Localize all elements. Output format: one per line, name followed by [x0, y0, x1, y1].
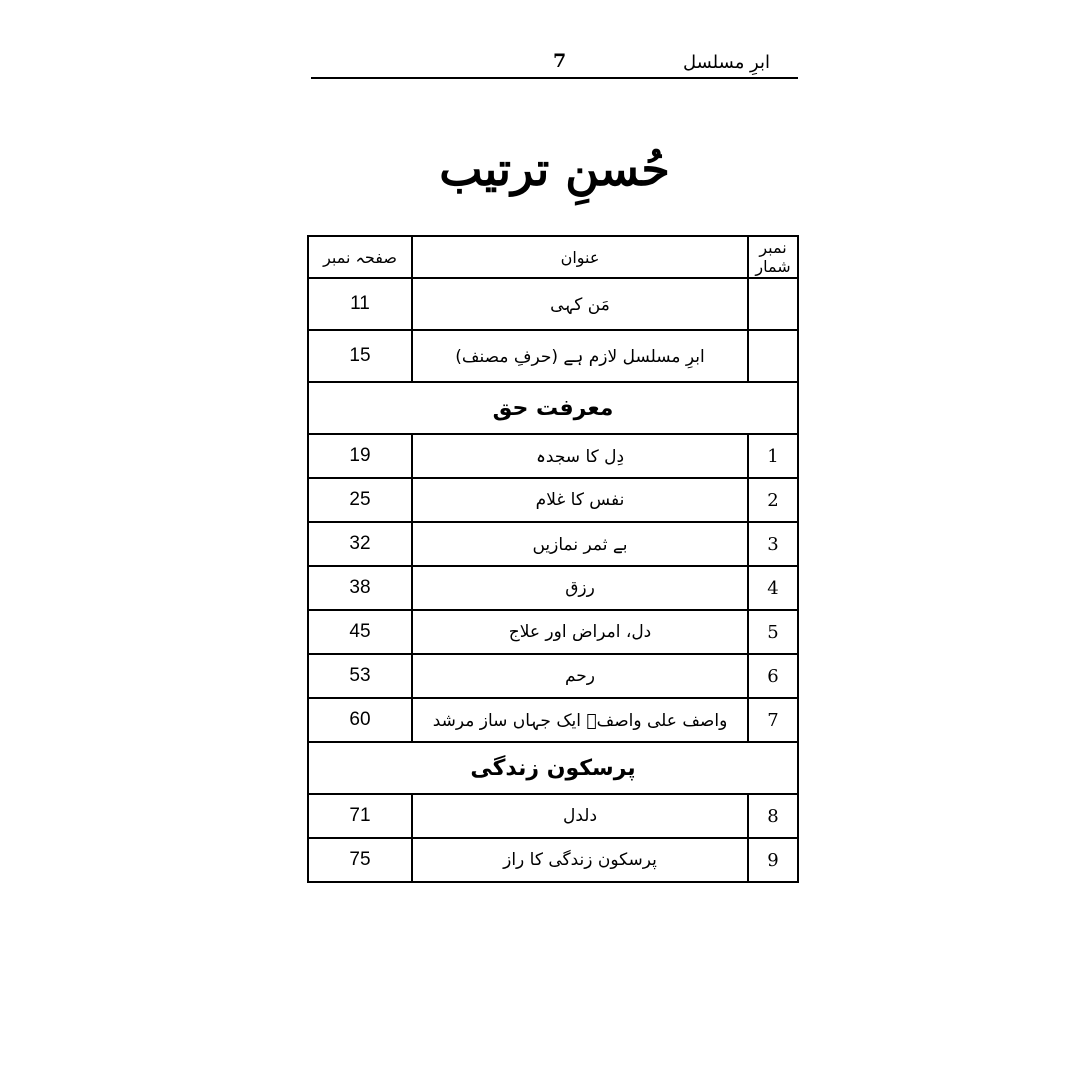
- serial-cell: 3: [748, 522, 798, 566]
- serial-cell: 4: [748, 566, 798, 610]
- section-heading: پرسکون زندگی: [308, 742, 798, 794]
- page-cell: 53: [308, 654, 412, 698]
- page-cell: 25: [308, 478, 412, 522]
- serial-cell: 6: [748, 654, 798, 698]
- section-heading-row: [308, 742, 798, 794]
- page-cell: 75: [308, 838, 412, 882]
- header-serial: نمبر شمار: [748, 236, 798, 278]
- book-title: ابرِ مسلسل: [682, 52, 770, 73]
- title-cell: دلدل: [412, 794, 748, 838]
- table-row: [308, 434, 798, 478]
- title-cell: مَن کہی: [412, 278, 748, 330]
- serial-cell: 8: [748, 794, 798, 838]
- serial-cell: 9: [748, 838, 798, 882]
- title-cell: دل، امراض اور علاج: [412, 610, 748, 654]
- page-cell: 11: [308, 278, 412, 330]
- table-row: [308, 698, 798, 742]
- page-cell: 15: [308, 330, 412, 382]
- page-title: حُسنِ ترتیب: [439, 142, 670, 196]
- header-page: صفحہ نمبر: [308, 236, 412, 278]
- section-heading-row: [308, 382, 798, 434]
- title-cell: رزق: [412, 566, 748, 610]
- page-cell: 45: [308, 610, 412, 654]
- table-row: [308, 478, 798, 522]
- page-cell: 60: [308, 698, 412, 742]
- table-row: [308, 610, 798, 654]
- table-row: [308, 654, 798, 698]
- page-cell: 38: [308, 566, 412, 610]
- table-row: [308, 522, 798, 566]
- title-cell: پرسکون زندگی کا راز: [412, 838, 748, 882]
- table-header-row: [308, 236, 798, 278]
- serial-cell: 2: [748, 478, 798, 522]
- title-cell: واصف علی واصفؒ ایک جہاں ساز مرشد: [412, 698, 748, 742]
- serial-cell: 1: [748, 434, 798, 478]
- page-cell: 32: [308, 522, 412, 566]
- table-row: [308, 838, 798, 882]
- serial-cell: [748, 278, 798, 330]
- title-cell: دِل کا سجدہ: [412, 434, 748, 478]
- title-cell: ابرِ مسلسل لازم ہے (حرفِ مصنف): [412, 330, 748, 382]
- page-cell: 19: [308, 434, 412, 478]
- running-header: [311, 48, 798, 79]
- page-number: 7: [553, 50, 567, 72]
- section-heading: معرفت حق: [308, 382, 798, 434]
- title-cell: بے ثمر نمازیں: [412, 522, 748, 566]
- table-row: [308, 566, 798, 610]
- title-cell: نفس کا غلام: [412, 478, 748, 522]
- page-cell: 71: [308, 794, 412, 838]
- serial-cell: [748, 330, 798, 382]
- table-of-contents: [307, 235, 799, 883]
- title-cell: رحم: [412, 654, 748, 698]
- table-row: [308, 278, 798, 330]
- table-row: [308, 794, 798, 838]
- header-title: عنوان: [412, 236, 748, 278]
- serial-cell: 5: [748, 610, 798, 654]
- table-row: [308, 330, 798, 382]
- serial-cell: 7: [748, 698, 798, 742]
